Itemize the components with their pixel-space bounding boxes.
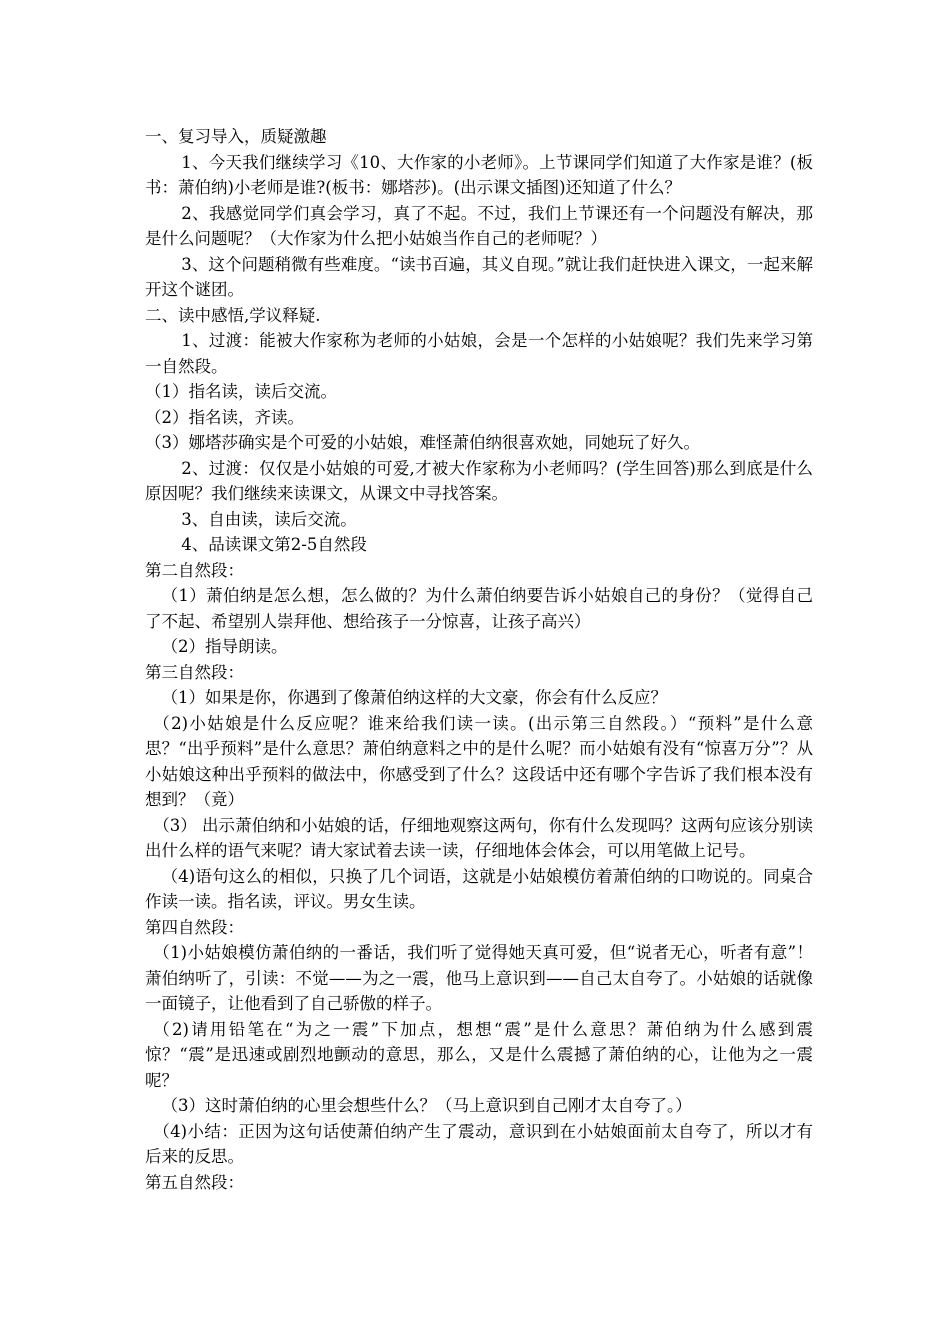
subheading-paragraph-4: 第四自然段： xyxy=(145,917,244,937)
p2-item-2: （2）指导朗读。 xyxy=(161,637,288,656)
p3-item-3: （3） 出示萧伯纳和小姑娘的话，仔细地观察这两句，你有什么发现吗？这两句应该分别读出什么样的语气来呢？请大家试着去读一读，仔细地体会体会，可以用笔做上记号。 xyxy=(145,815,813,860)
section-heading-review: 一、复习导入，质疑激趣 xyxy=(145,127,327,146)
p3-item-1: （1）如果是你，你遇到了像萧伯纳这样的大文豪，你会有什么反应？ xyxy=(161,688,667,707)
paragraph-close-reading: 4、品读课文第2-5自然段 xyxy=(181,535,367,554)
step-item-3: （3）娜塔莎确实是个可爱的小姑娘，难怪萧伯纳很喜欢她，同她玩了好久。 xyxy=(145,433,700,452)
p2-item-1: （1）萧伯纳是怎么想，怎么做的？为什么萧伯纳要告诉小姑娘自己的身份？（觉得自己了不起、希望别人崇拜他、想给孩子一分惊喜，让孩子高兴） xyxy=(145,586,813,631)
p4-item-3: （3）这时萧伯纳的心里会想些什么？（马上意识到自己刚才太自夸了。） xyxy=(161,1096,692,1115)
paragraph-review-1: 1、今天我们继续学习《10、大作家的小老师》。上节课同学们知道了大作家是谁？(板书：萧伯纳)小老师是谁?(板书：娜塔莎)。(出示课文插图)还知道了什么？ xyxy=(145,152,813,197)
paragraph-review-3: 3、这个问题稍微有些难度。“读书百遍，其义自现。”就让我们赶快进入课文，一起来解开这个谜团。 xyxy=(145,254,813,299)
section-heading-reading: 二、读中感悟,学议释疑. xyxy=(145,305,321,325)
paragraph-review-2: 2、我感觉同学们真会学习，真了不起。不过，我们上节课还有一个问题没有解决，那是什么问题呢？（大作家为什么把小姑娘当作自己的老师呢？） xyxy=(145,203,813,248)
p4-item-4: （4)小结：正因为这句话使萧伯纳产生了震动，意识到在小姑娘面前太自夸了，所以才有后来的反思。 xyxy=(145,1121,813,1166)
paragraph-free-reading: 3、自由读，读后交流。 xyxy=(181,509,357,529)
p4-item-1: （1)小姑娘模仿萧伯纳的一番话，我们听了觉得她天真可爱，但“说者无心，听者有意”！萧伯纳听了，引读：不觉——为之一震，他马上意识到——自己太自夸了。小姑娘的话就像一面镜子，让他看到了自己骄傲的样子。 xyxy=(145,943,813,1013)
step-item-1: （1）指名读，读后交流。 xyxy=(145,382,337,401)
step-item-2: （2）指名读，齐读。 xyxy=(145,407,304,427)
subheading-paragraph-3: 第三自然段： xyxy=(145,662,244,682)
document-page xyxy=(145,124,813,1195)
subheading-paragraph-5: 第五自然段： xyxy=(145,1172,244,1192)
p4-item-2: （2)请用铅笔在“为之一震”下加点，想想“震”是什么意思？萧伯纳为什么感到震惊？“震”是迅速或剧烈地颤动的意思，那么，又是什么震撼了萧伯纳的心，让他为之一震呢？ xyxy=(145,1019,813,1090)
paragraph-transition-2: 2、过渡：仅仅是小姑娘的可爱,才被大作家称为小老师吗？(学生回答)那么到底是什么原因呢？我们继续来读课文，从课文中寻找答案。 xyxy=(145,458,813,503)
subheading-paragraph-2: 第二自然段： xyxy=(145,560,244,580)
paragraph-transition-1: 1、过渡：能被大作家称为老师的小姑娘，会是一个怎样的小姑娘呢？我们先来学习第一自然段。 xyxy=(145,331,813,376)
p3-item-2: （2)小姑娘是什么反应呢？谁来给我们读一读。(出示第三自然段。）“预料”是什么意思？“出乎预料”是什么意思？萧伯纳意料之中的是什么呢？而小姑娘有没有“惊喜万分”？从小姑娘这种出乎预料的做法中，你感受到了什么？这段话中还有哪个字告诉了我们根本没有想到？（竟） xyxy=(145,713,813,809)
p3-item-4: （4)语句这么的相似，只换了几个词语，这就是小姑娘模仿着萧伯纳的口吻说的。同桌合作读一读。指名读，评议。男女生读。 xyxy=(145,866,813,911)
